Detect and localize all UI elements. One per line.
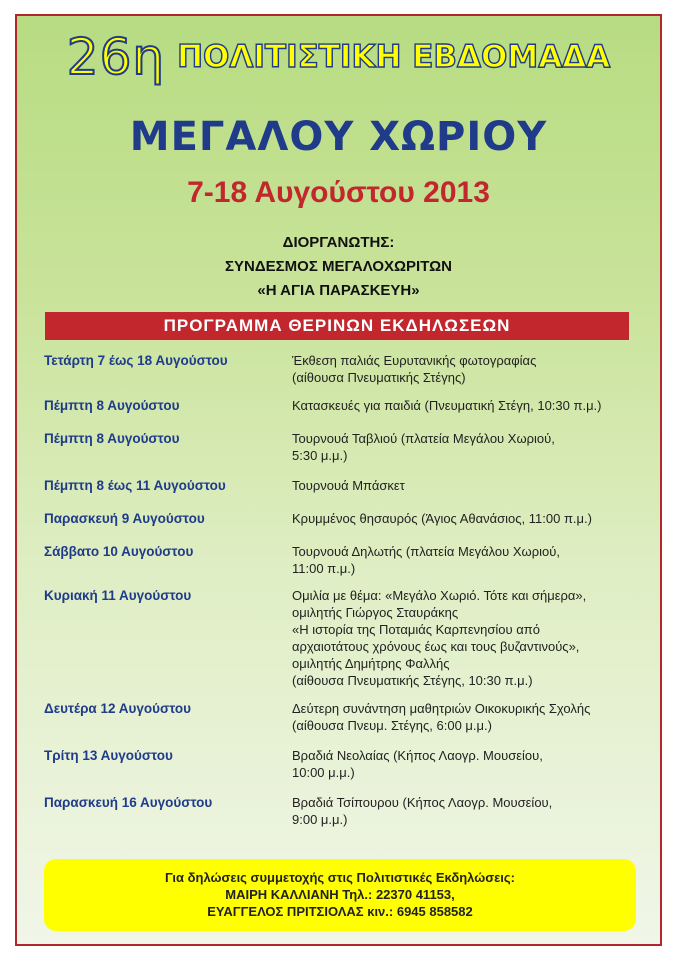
event-row [44,352,656,397]
event-description: Δεύτερη συνάντηση μαθητριών Οικοκυρικής Σχολής (αίθουσα Πνευμ. Στέγης, 6:00 μ.μ.) [292,701,591,733]
event-date: Κυριακή 11 Αυγούστου [44,588,192,603]
festival-title: ΠΟΛΙΤΙΣΤΙΚΗ ΕΒΔΟΜΑΔΑ [177,39,611,75]
event-description: Ομιλία με θέμα: «Μεγάλο Χωριό. Τότε και σήμερα», ομιλητής Γιώργος Σταυράκης «Η ιστορία της Ποταμιάς Καρπενησίου από αρχαιοτάτους χρόνους έως και τους βυζαντινούς», ομιλητής Δημήτρης Φαλλής (αίθουσα Πνευματικής Στέγης, 10:30 π.μ.) [292,588,587,688]
organizer-subname: «Η ΑΓΙΑ ΠΑΡΑΣΚΕΥΗ» [257,282,420,299]
event-date: Σάββατο 10 Αυγούστου [44,544,194,559]
event-row [44,477,656,510]
event-row [44,587,656,700]
event-description: Τουρνουά Ταβλιού (πλατεία Μεγάλου Χωριού, 5:30 μ.μ.) [292,431,555,463]
contact-box [44,859,636,931]
contact-line-2: ΕΥΑΓΓΕΛΟΣ ΠΡΙΤΣΙΟΛΑΣ κιν.: 6945 858582 [207,904,473,919]
contact-intro: Για δηλώσεις συμμετοχής στις Πολιτιστικές Εκδηλώσεις: [165,870,515,885]
events-list [44,352,656,834]
event-date: Πέμπτη 8 Αυγούστου [44,398,180,413]
event-row [44,794,656,834]
event-description: Έκθεση παλιάς Ευρυτανικής φωτογραφίας (αίθουσα Πνευματικής Στέγης) [292,353,537,385]
event-date: Τρίτη 13 Αυγούστου [44,748,173,763]
village-title: ΜΕΓΑΛΟΥ ΧΩΡΙΟΥ [129,114,548,160]
event-row [44,510,656,543]
event-description: Κατασκευές για παιδιά (Πνευματική Στέγη, 10:30 π.μ.) [292,398,602,413]
title-row [17,28,660,86]
event-date: Τετάρτη 7 έως 18 Αυγούστου [44,353,228,368]
event-row [44,543,656,587]
festival-dates: 7-18 Αυγούστου 2013 [187,176,490,209]
event-date: Παρασκευή 16 Αυγούστου [44,795,213,810]
organizer-label: ΔΙΟΡΓΑΝΩΤΗΣ: [282,234,395,251]
program-banner: ΠΡΟΓΡΑΜΜΑ ΘΕΡΙΝΩΝ ΕΚΔΗΛΩΣΕΩΝ [45,312,629,340]
event-description: Κρυμμένος θησαυρός (Άγιος Αθανάσιος, 11:00 π.μ.) [292,511,592,526]
event-description: Βραδιά Νεολαίας (Κήπος Λαογρ. Μουσείου, 10:00 μ.μ.) [292,748,543,780]
event-row [44,700,656,747]
event-row [44,747,656,794]
event-row [44,397,656,430]
event-description: Τουρνουά Δηλωτής (πλατεία Μεγάλου Χωριού, 11:00 π.μ.) [292,544,560,576]
contact-line-1: ΜΑΙΡΗ ΚΑΛΛΙΑΝΗ Τηλ.: 22370 41153, [225,887,455,902]
event-row [44,430,656,477]
event-date: Πέμπτη 8 έως 11 Αυγούστου [44,478,226,493]
organizer-name: ΣΥΝΔΕΣΜΟΣ ΜΕΓΑΛΟΧΩΡΙΤΩΝ [225,258,452,275]
event-date: Δευτέρα 12 Αυγούστου [44,701,191,716]
edition-number: 26η [66,28,166,86]
poster [15,14,662,946]
event-description: Βραδιά Τσίπουρου (Κήπος Λαογρ. Μουσείου, 9:00 μ.μ.) [292,795,553,827]
event-date: Παρασκευή 9 Αυγούστου [44,511,205,526]
event-description: Τουρνουά Μπάσκετ [292,478,405,493]
event-date: Πέμπτη 8 Αυγούστου [44,431,180,446]
